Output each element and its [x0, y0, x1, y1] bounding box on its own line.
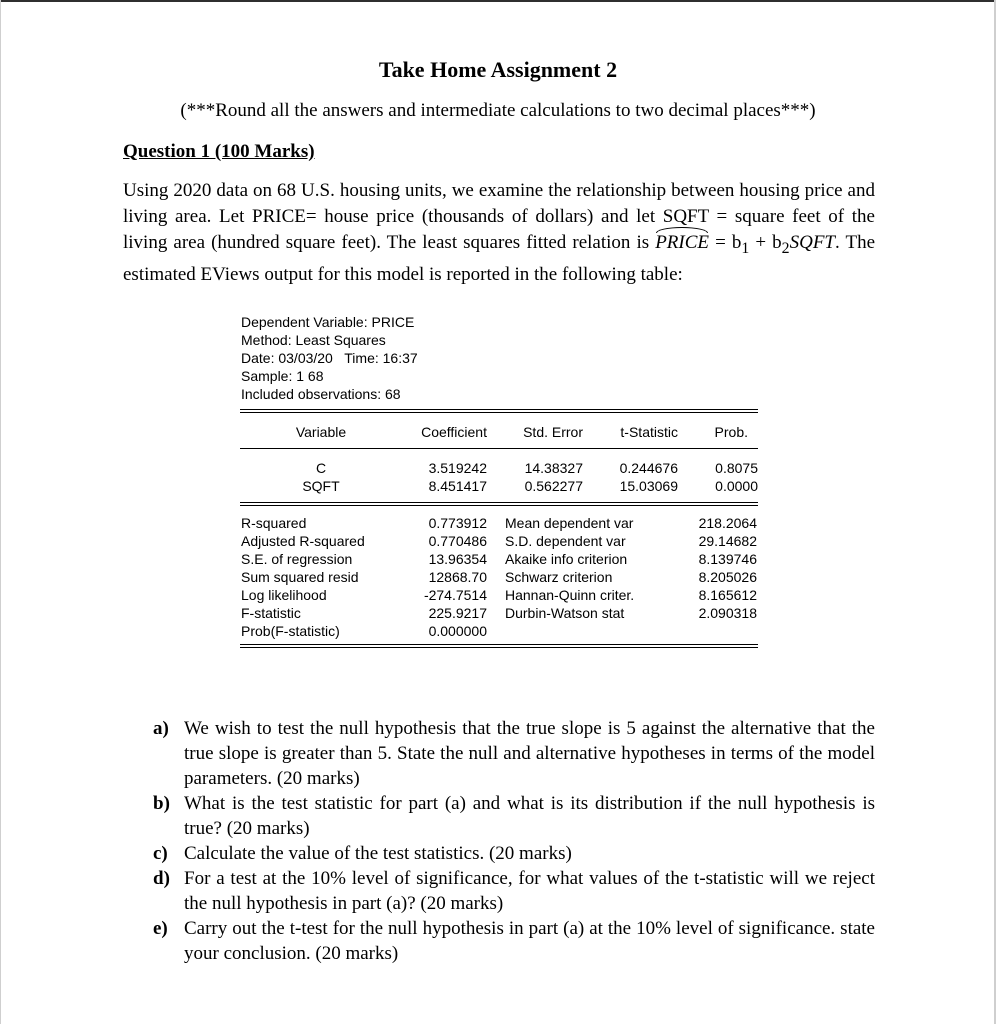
intro-text-part2: . The estimated EViews output for this model is reported in the following table: [123, 232, 876, 285]
stat-label: Log likelihood [241, 587, 327, 603]
subscript-1: 1 [741, 239, 750, 257]
question-heading: Question 1 (100 Marks) [123, 141, 315, 162]
header-variable: Variable [295, 424, 347, 440]
item-label: d) [153, 868, 170, 889]
list-item [153, 791, 875, 841]
header-coefficient: Coefficient [421, 424, 487, 440]
row-sqft-coefficient: 8.451417 [428, 478, 487, 494]
item-text: For a test at the 10% level of significance, for what values of the t-statistic will we reject the null hypothesis in part (a)? (20 marks) [184, 868, 875, 914]
top-border [0, 0, 996, 2]
row-c-prob: 0.8075 [715, 460, 758, 476]
list-item [153, 866, 875, 916]
equation-equals-b: = b [709, 232, 742, 253]
row-c-coefficient: 3.519242 [428, 460, 487, 476]
stat-label: Mean dependent var [505, 515, 634, 531]
stat-value: 2.090318 [698, 605, 757, 621]
item-text: Carry out the t-test for the null hypothesis in part (a) at the 10% level of significance. state your conclusion. (20 marks) [184, 918, 875, 964]
header-rule [240, 448, 758, 449]
item-label: e) [153, 918, 168, 939]
item-label: b) [153, 793, 170, 814]
row-c-variable: C [315, 460, 327, 476]
table-bottom-rule [240, 644, 758, 648]
item-text: What is the test statistic for part (a) and what is its distribution if the null hypothesis is true? (20 marks) [184, 793, 875, 839]
item-label: c) [153, 843, 168, 864]
stat-value: 0.773912 [428, 515, 487, 531]
stat-label: Durbin-Watson stat [505, 605, 625, 621]
header-prob: Prob. [714, 424, 748, 440]
item-label: a) [153, 718, 169, 739]
meta-line: Method: Least Squares [241, 332, 386, 348]
stat-label: Prob(F-statistic) [241, 623, 340, 639]
meta-line: Dependent Variable: PRICE [241, 314, 415, 330]
rounding-note: (***Round all the answers and intermediate calculations to two decimal places***) [180, 100, 816, 121]
stat-label: R-squared [241, 515, 307, 531]
stat-label: F-statistic [241, 605, 301, 621]
eviews-meta [241, 313, 418, 403]
stat-value: 29.14682 [698, 533, 757, 549]
row-c-std-error: 14.38327 [524, 460, 583, 476]
stat-value: 0.000000 [428, 623, 487, 639]
equation-plus-b: + b [749, 232, 782, 253]
stat-value: 0.770486 [428, 533, 487, 549]
header-std-error: Std. Error [523, 424, 583, 440]
list-item [153, 716, 875, 791]
stat-value: 8.165612 [698, 587, 757, 603]
list-item [153, 916, 875, 966]
subscript-2: 2 [781, 239, 790, 257]
question-items [153, 716, 875, 966]
coef-bottom-rule [240, 502, 758, 506]
stat-label: Akaike info criterion [505, 551, 628, 567]
price-hat-variable: PRICE [655, 230, 709, 256]
stat-value: 225.9217 [428, 605, 487, 621]
stat-label: Adjusted R-squared [241, 533, 365, 549]
stat-value: 218.2064 [698, 515, 757, 531]
stat-value: 13.96354 [428, 551, 487, 567]
stat-value: -274.7514 [423, 587, 487, 603]
stat-label: Hannan-Quinn criter. [505, 587, 635, 603]
stat-label: Schwarz criterion [505, 569, 613, 585]
question-intro [123, 178, 875, 288]
row-sqft-std-error: 0.562277 [524, 478, 583, 494]
stat-label: S.E. of regression [241, 551, 353, 567]
row-c-t-statistic: 0.244676 [619, 460, 678, 476]
header-t-statistic: t-Statistic [620, 424, 678, 440]
table-top-rule [240, 409, 758, 413]
row-sqft-t-statistic: 15.03069 [619, 478, 678, 494]
meta-line: Included observations: 68 [241, 386, 401, 402]
intro-text-part1: Using 2020 data on 68 U.S. housing units, we examine the relationship between housing price and living area. Let PRICE= house price (thousands of dollars) and let SQFT = square feet of the living area (hundred square feet). The least squares fitted relation is [123, 180, 875, 253]
meta-line: Sample: 1 68 [241, 368, 324, 384]
row-sqft-prob: 0.0000 [715, 478, 758, 494]
stat-value: 8.205026 [698, 569, 757, 585]
row-sqft-variable: SQFT [302, 478, 340, 494]
stat-value: 12868.70 [428, 569, 487, 585]
left-border [0, 0, 1, 1024]
stat-label: S.D. dependent var [505, 533, 626, 549]
meta-line: Date: 03/03/20 Time: 16:37 [241, 350, 418, 366]
stat-label: Sum squared resid [241, 569, 359, 585]
list-item [153, 841, 875, 866]
stat-value: 8.139746 [698, 551, 757, 567]
item-text: Calculate the value of the test statistics. (20 marks) [184, 843, 572, 864]
sqft-variable: SQFT [789, 232, 835, 253]
page-title: Take Home Assignment 2 [378, 57, 618, 82]
item-text: We wish to test the null hypothesis that the true slope is 5 against the alternative that the true slope is greater than 5. State the null and alternative hypotheses in terms of the model parameters. (20 marks) [184, 718, 875, 789]
